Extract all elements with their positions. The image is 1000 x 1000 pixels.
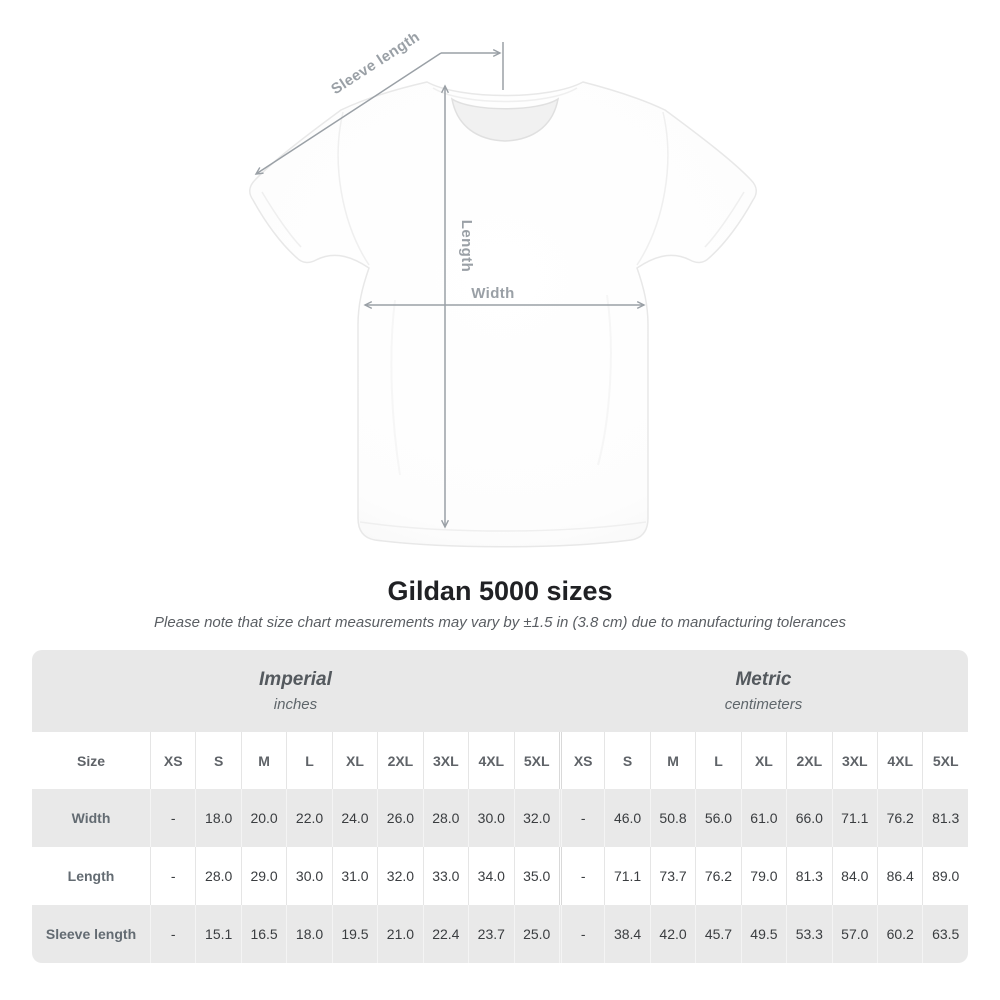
value-cell: 26.0 [377, 789, 422, 847]
size-header-cell: 5XL [514, 732, 559, 789]
row-label: Length [32, 847, 150, 905]
value-cell: 42.0 [650, 905, 695, 963]
value-cell: 20.0 [241, 789, 286, 847]
tshirt-image [250, 82, 756, 547]
page-title: Gildan 5000 sizes [387, 576, 613, 606]
value-cell: 33.0 [423, 847, 468, 905]
value-cell: 60.2 [877, 905, 922, 963]
value-cell: 16.5 [241, 905, 286, 963]
table-row [32, 847, 968, 905]
size-header-cell: 2XL [786, 732, 831, 789]
value-cell: 61.0 [741, 789, 786, 847]
value-cell: - [559, 789, 604, 847]
value-cell: 63.5 [922, 905, 968, 963]
value-cell: - [559, 847, 604, 905]
value-cell: 71.1 [604, 847, 649, 905]
size-header-cell: 2XL [377, 732, 422, 789]
value-cell: 84.0 [832, 847, 877, 905]
size-header-row [32, 732, 968, 789]
value-cell: 86.4 [877, 847, 922, 905]
value-cell: 30.0 [468, 789, 513, 847]
value-cell: 19.5 [332, 905, 377, 963]
metric-unit: centimeters [724, 696, 803, 713]
size-header-cell: XL [332, 732, 377, 789]
value-cell: 28.0 [423, 789, 468, 847]
value-cell: 21.0 [377, 905, 422, 963]
row-label: Width [32, 789, 150, 847]
value-cell: 57.0 [832, 905, 877, 963]
size-header-cell: 4XL [877, 732, 922, 789]
size-header-cell: XL [741, 732, 786, 789]
value-cell: 76.2 [877, 789, 922, 847]
table-row [32, 789, 968, 847]
value-cell: 28.0 [195, 847, 240, 905]
value-cell: 73.7 [650, 847, 695, 905]
value-cell: 56.0 [695, 789, 740, 847]
size-header-cell: XS [559, 732, 604, 789]
size-header-cell: 3XL [832, 732, 877, 789]
value-cell: 71.1 [832, 789, 877, 847]
value-cell: 81.3 [922, 789, 968, 847]
value-cell: 89.0 [922, 847, 968, 905]
size-header-cell: S [195, 732, 240, 789]
value-cell: 79.0 [741, 847, 786, 905]
imperial-unit: inches [273, 696, 318, 713]
size-header-cell: XS [150, 732, 195, 789]
value-cell: 32.0 [514, 789, 559, 847]
value-cell: 24.0 [332, 789, 377, 847]
value-cell: 22.4 [423, 905, 468, 963]
tolerance-note: Please note that size chart measurements may vary by ±1.5 in (3.8 cm) due to manufacturing tolerances [154, 614, 846, 631]
size-header-cell: M [241, 732, 286, 789]
value-cell: 18.0 [195, 789, 240, 847]
value-cell: 32.0 [377, 847, 422, 905]
value-cell: 18.0 [286, 905, 331, 963]
title-block [0, 576, 1000, 631]
row-label: Sleeve length [32, 905, 150, 963]
value-cell: 46.0 [604, 789, 649, 847]
size-col-header: Size [32, 732, 150, 789]
sleeve-length-label: Sleeve length [328, 28, 423, 99]
value-cell: - [150, 847, 195, 905]
value-cell: 30.0 [286, 847, 331, 905]
size-table [32, 650, 968, 963]
length-label: Length [458, 219, 475, 273]
value-cell: 25.0 [514, 905, 559, 963]
size-header-cell: S [604, 732, 649, 789]
value-cell: 31.0 [332, 847, 377, 905]
unit-group-row [32, 650, 968, 732]
size-header-cell: 5XL [922, 732, 968, 789]
value-cell: 81.3 [786, 847, 831, 905]
size-header-cell: L [695, 732, 740, 789]
value-cell: 35.0 [514, 847, 559, 905]
metric-label: Metric [735, 669, 792, 690]
width-label: Width [471, 285, 515, 302]
table-row [32, 905, 968, 963]
size-header-cell: 4XL [468, 732, 513, 789]
imperial-group-header [32, 650, 559, 732]
value-cell: 15.1 [195, 905, 240, 963]
size-header-cell: L [286, 732, 331, 789]
value-cell: 76.2 [695, 847, 740, 905]
value-cell: 66.0 [786, 789, 831, 847]
value-cell: 49.5 [741, 905, 786, 963]
value-cell: 45.7 [695, 905, 740, 963]
value-cell: 50.8 [650, 789, 695, 847]
value-cell: 23.7 [468, 905, 513, 963]
value-cell: - [559, 905, 604, 963]
size-header-cell: M [650, 732, 695, 789]
metric-group-header [559, 650, 968, 732]
value-cell: - [150, 905, 195, 963]
value-cell: 53.3 [786, 905, 831, 963]
value-cell: 34.0 [468, 847, 513, 905]
size-table-container [32, 650, 968, 963]
value-cell: - [150, 789, 195, 847]
value-cell: 38.4 [604, 905, 649, 963]
value-cell: 29.0 [241, 847, 286, 905]
size-header-cell: 3XL [423, 732, 468, 789]
imperial-label: Imperial [259, 669, 332, 690]
value-cell: 22.0 [286, 789, 331, 847]
